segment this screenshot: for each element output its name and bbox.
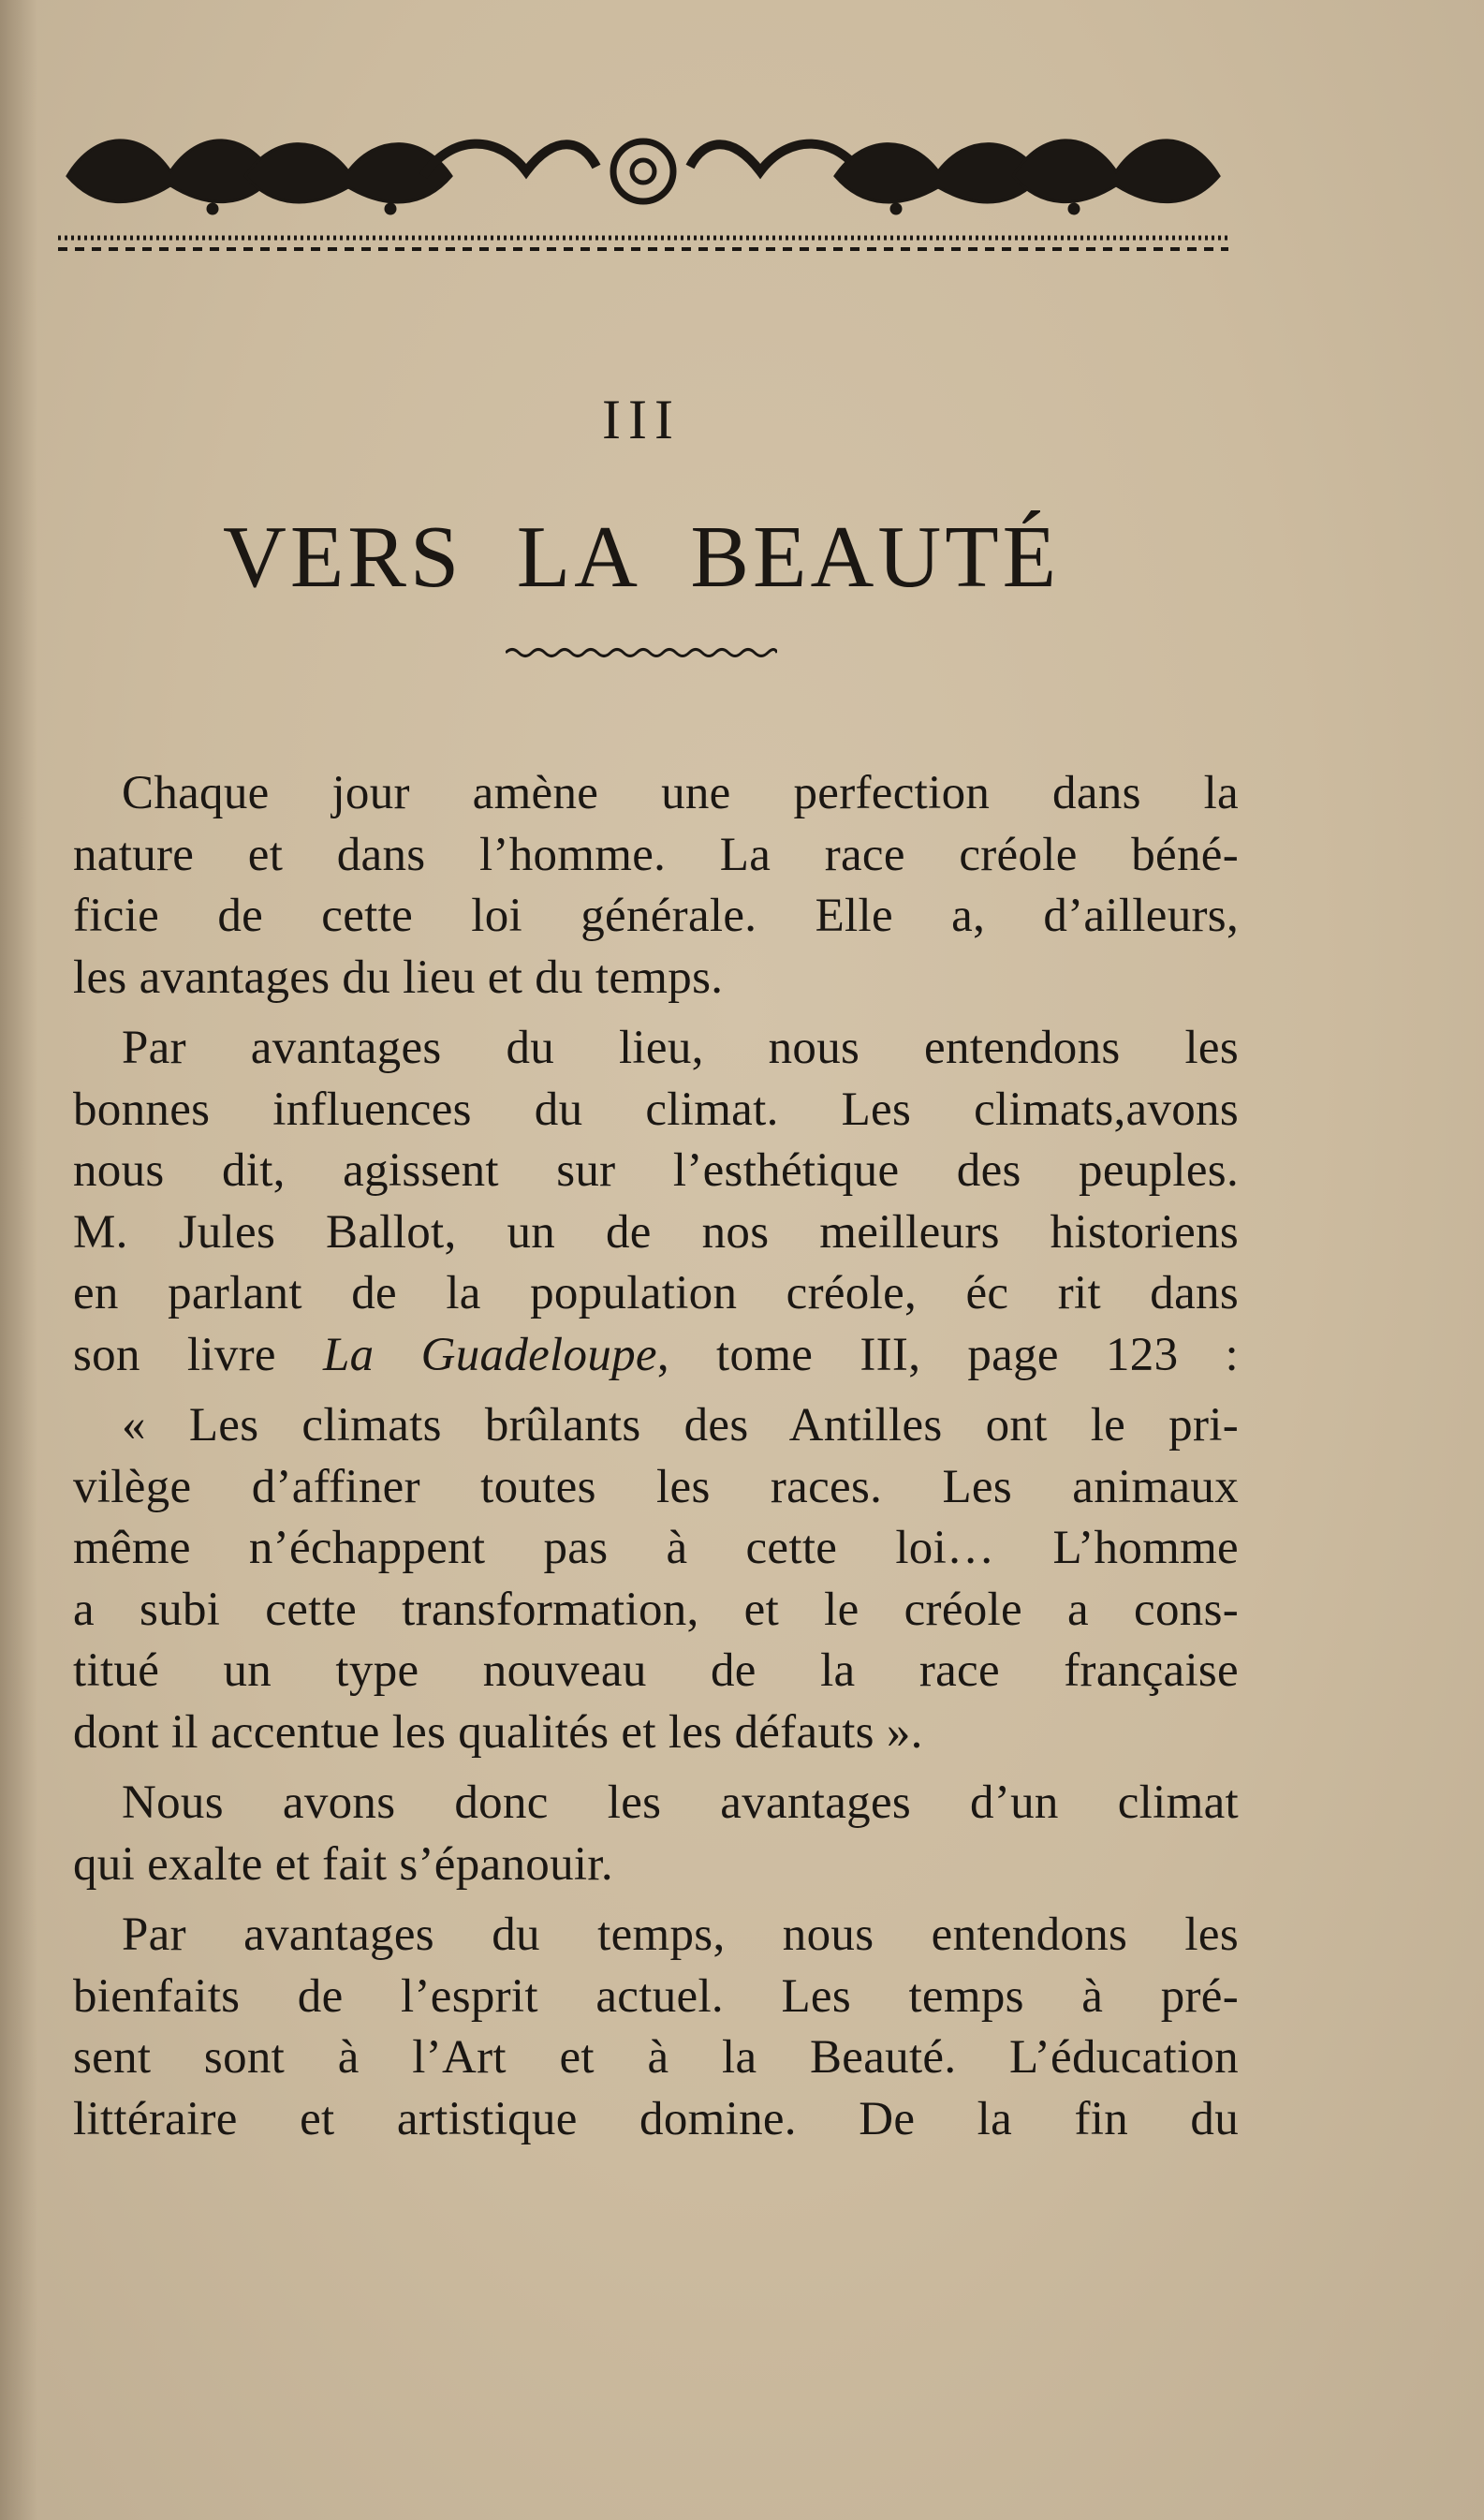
text-line: nature et dans l’homme. La race créole béné- xyxy=(73,828,1239,881)
text-line: littéraire et artistique domine. De la fin du xyxy=(73,2092,1239,2145)
text-line: même n’échappent pas à cette loi… L’homme xyxy=(73,1522,1239,1574)
text-fragment: son livre xyxy=(73,1328,323,1381)
text-line: bienfaits de l’esprit actuel. Les temps à pré- xyxy=(73,1969,1239,2023)
text-line: bonnes influences du climat. Les climats,avons xyxy=(73,1083,1239,1136)
chapter-title: VERS LA BEAUTÉ xyxy=(222,508,1061,606)
book-title: La Guadeloupe xyxy=(322,1328,657,1381)
text-line: qui exalte et fait s’épanouir. xyxy=(73,1837,613,1891)
page-gutter-shadow xyxy=(0,0,37,2520)
text-line: M. Jules Ballot, un de nos meilleurs historiens xyxy=(73,1205,1239,1259)
quotation xyxy=(73,1395,1239,1763)
body-text xyxy=(73,763,1239,2159)
paragraph xyxy=(73,1018,1239,1386)
text-line: dont il accentue les qualités et les défauts ». xyxy=(73,1705,923,1759)
text-line: Chaque jour amène une perfection dans la xyxy=(122,767,1239,819)
text-line: nous dit, agissent sur l’esthétique des peuples. xyxy=(73,1144,1239,1197)
text-line xyxy=(73,1325,1239,1387)
text-line: sent sont à l’Art et à la Beauté. L’éducation xyxy=(73,2031,1239,2084)
text-line: vilège d’affiner toutes les races. Les animaux xyxy=(73,1460,1239,1513)
text-line: en parlant de la population créole, éc rit dans xyxy=(73,1267,1239,1319)
header-ornament xyxy=(58,120,1228,270)
text-line: ficie de cette loi générale. Elle a, d’ailleurs, xyxy=(73,890,1239,942)
text-line: Par avantages du lieu, nous entendons les xyxy=(122,1022,1239,1074)
paragraph xyxy=(73,1773,1239,1895)
text-line: a subi cette transformation, et le créole a cons- xyxy=(73,1583,1239,1636)
text-line: « Les climats brûlants des Antilles ont le pri- xyxy=(122,1399,1239,1452)
text-fragment: , tome III, page 123 : xyxy=(656,1328,1239,1381)
chapter-number: III xyxy=(602,389,681,450)
title-wavy-rule xyxy=(506,646,777,659)
paragraph xyxy=(73,1905,1239,2150)
text-line: Nous avons donc les avantages d’un climat xyxy=(122,1776,1239,1829)
text-line: les avantages du lieu et du temps. xyxy=(73,951,724,1004)
text-line: Par avantages du temps, nous entendons les xyxy=(122,1908,1239,1961)
paragraph xyxy=(73,763,1239,1009)
text-line: titué un type nouveau de la race française xyxy=(73,1644,1239,1697)
